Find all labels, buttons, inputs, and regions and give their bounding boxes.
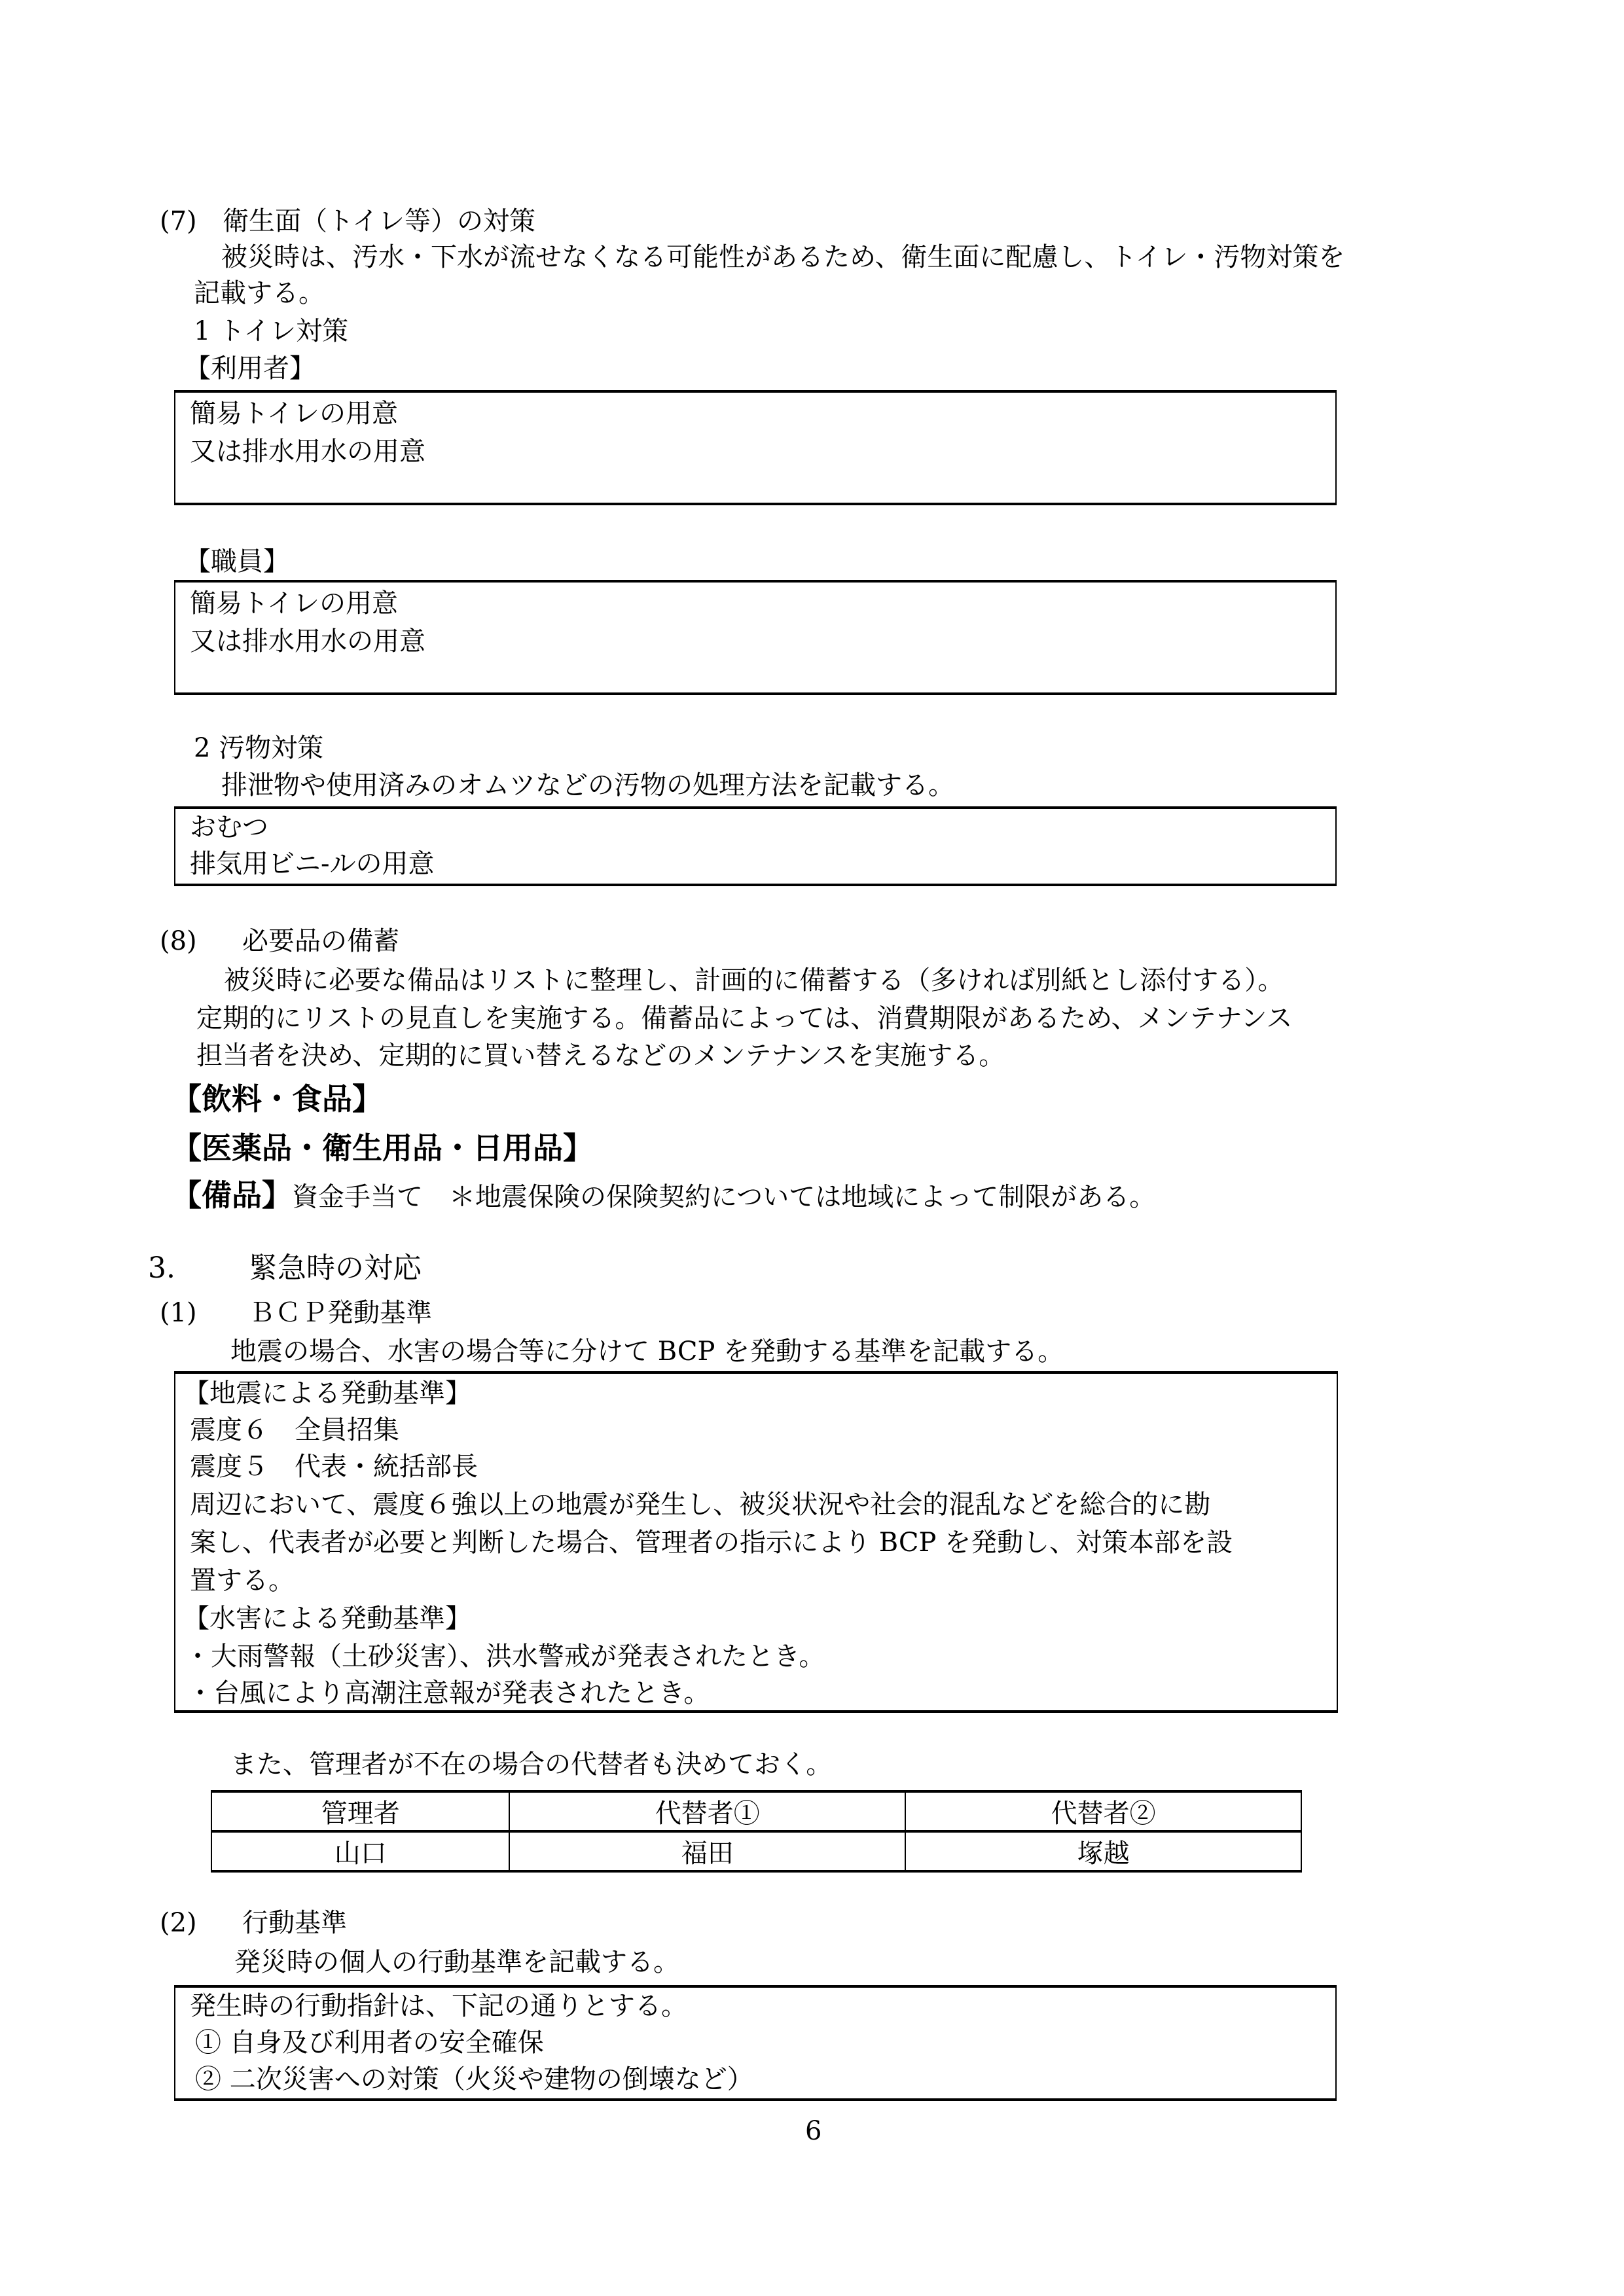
table-cell: 塚越	[905, 1831, 1301, 1871]
box-line: 周辺において、震度６強以上の地震が発生し、被災状況や社会的混乱などを総合的に勘	[190, 1490, 1211, 1520]
section-7-number: (7)	[160, 206, 197, 236]
section-8-desc-line1: 被災時に必要な備品はリストに整理し、計画的に備蓄する（多ければ別紙とし添付する）。	[224, 965, 1284, 996]
table-header-row	[211, 1791, 1301, 1831]
section-8-desc-line2: 定期的にリストの見直しを実施する。備蓄品によっては、消費期限があるため、メンテナンス	[196, 1003, 1293, 1033]
section-8-desc-line3: 担当者を決め、定期的に買い替えるなどのメンテナンスを実施する。	[196, 1041, 1005, 1071]
users-toilet-box	[174, 390, 1337, 505]
waste-box	[174, 806, 1337, 886]
box-line: 簡易トイレの用意	[190, 399, 398, 429]
section-7-title: 衛生面（トイレ等）の対策	[223, 206, 535, 236]
table-row	[211, 1831, 1301, 1871]
box-line: 震度６ 全員招集	[190, 1415, 399, 1445]
box-line: 発生時の行動指針は、下記の通りとする。	[190, 1991, 687, 2021]
box-line: 案し、代表者が必要と判断した場合、管理者の指示により BCP を発動し、対策本部を設	[190, 1528, 1233, 1558]
toilet-heading: 1 トイレ対策	[194, 316, 349, 346]
table-cell: 福田	[509, 1831, 905, 1871]
box-line: 簡易トイレの用意	[190, 588, 398, 619]
category-equipment-row	[171, 1172, 1155, 1215]
sub-1-desc: 地震の場合、水害の場合等に分けて BCP を発動する基準を記載する。	[230, 1336, 1064, 1367]
staff-label: 【職員】	[185, 547, 289, 577]
box-line: おむつ	[190, 812, 268, 842]
section-8-title: 必要品の備蓄	[242, 926, 399, 956]
substitute-table	[211, 1790, 1302, 1873]
table-header-cell: 代替者②	[905, 1791, 1301, 1831]
box-line: 置する。	[190, 1566, 295, 1596]
box-line: ・台風により高潮注意報が発表されたとき。	[187, 1678, 710, 1708]
action-criteria-box	[174, 1985, 1337, 2101]
sub-2-desc: 発災時の個人の行動基準を記載する。	[234, 1947, 679, 1977]
sub-2-number: (2)	[160, 1908, 197, 1938]
box-line: 【地震による発動基準】	[183, 1378, 471, 1408]
chapter-3-number: 3.	[148, 1251, 175, 1285]
waste-desc: 排泄物や使用済みのオムツなどの汚物の処理方法を記載する。	[221, 770, 954, 800]
table-header-cell: 管理者	[211, 1791, 509, 1831]
sub-2-title: 行動基準	[242, 1908, 347, 1938]
category-food: 【飲料・食品】	[171, 1081, 382, 1117]
activation-criteria-box	[174, 1371, 1338, 1713]
box-line: 排気用ビニ-ルの用意	[190, 849, 435, 879]
equipment-note: 資金手当て ＊地震保険の保険契約については地域によって制限がある。	[292, 1182, 1156, 1212]
waste-heading: 2 汚物対策	[194, 733, 324, 763]
section-8-number: (8)	[160, 926, 197, 956]
chapter-3-title: 緊急時の対応	[249, 1251, 422, 1285]
box-line: 又は排水用水の用意	[190, 437, 425, 467]
box-line: 又は排水用水の用意	[190, 626, 425, 656]
box-line: ② 二次災害への対策（火災や建物の倒壊など）	[195, 2064, 753, 2094]
substitute-note: また、管理者が不在の場合の代替者も決めておく。	[230, 1749, 833, 1780]
category-medical: 【医薬品・衛生用品・日用品】	[171, 1130, 593, 1166]
section-7-desc-line2: 記載する。	[194, 278, 325, 308]
box-line: 【水害による発動基準】	[183, 1604, 471, 1634]
sub-1-number: (1)	[160, 1298, 197, 1328]
table-cell: 山口	[211, 1831, 509, 1871]
sub-1-title: ＢＣＰ発動基準	[249, 1298, 432, 1328]
staff-toilet-box	[174, 580, 1337, 695]
page-number: 6	[805, 2116, 822, 2146]
box-line: ① 自身及び利用者の安全確保	[195, 2028, 544, 2058]
category-equipment: 【備品】	[171, 1177, 292, 1213]
table-header-cell: 代替者①	[509, 1791, 905, 1831]
users-label: 【利用者】	[185, 353, 316, 384]
box-line: 震度５ 代表・統括部長	[190, 1452, 478, 1482]
box-line: ・大雨警報（土砂災害）、洪水警戒が発表されたとき。	[185, 1641, 825, 1672]
section-7-desc-line1: 被災時は、汚水・下水が流せなくなる可能性があるため、衛生面に配慮し、トイレ・汚物対策を	[221, 242, 1345, 272]
